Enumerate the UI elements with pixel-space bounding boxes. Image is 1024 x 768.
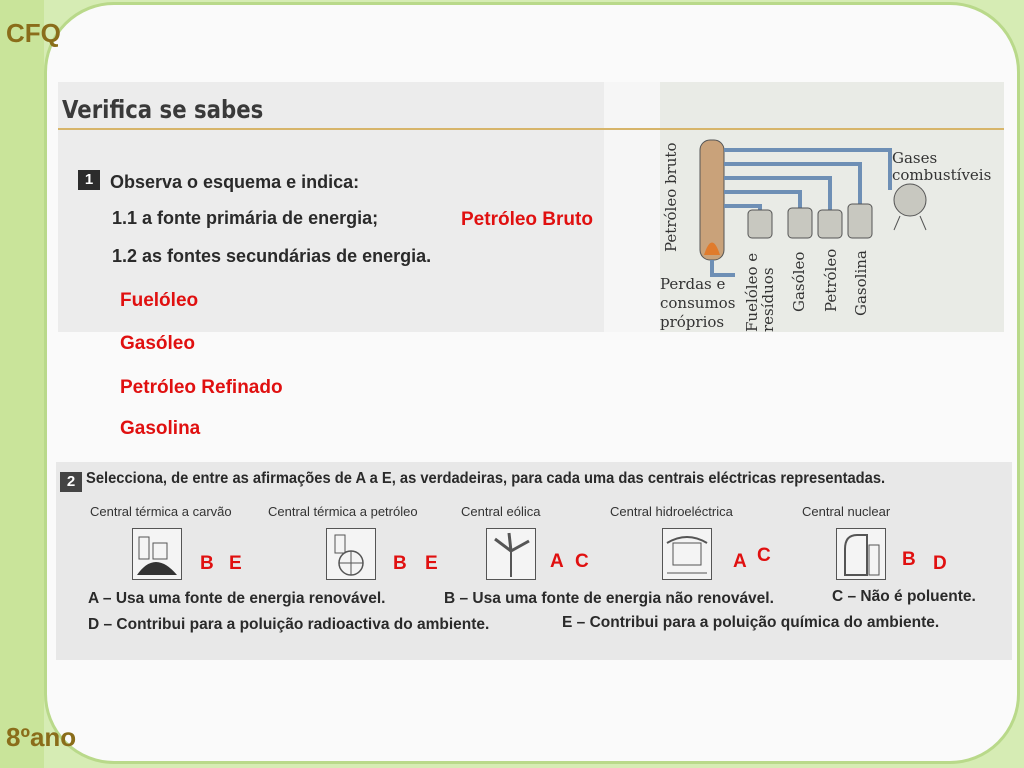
answer-hydro-1: A <box>733 551 747 572</box>
answer-coal-1: B <box>200 553 214 574</box>
left-sidebar-strip <box>0 0 44 768</box>
answer-coal-2: E <box>229 553 242 574</box>
label-losses-3: próprios <box>660 313 725 331</box>
answer-wind-1: A <box>550 551 564 572</box>
option-d: D – Contribui para a poluição radioactiva do ambiente. <box>88 616 490 633</box>
answer-secondary-2: Gasóleo <box>120 333 195 354</box>
central-label-nuclear: Central nuclear <box>802 504 891 519</box>
section-title: Verifica se sabes <box>62 95 264 124</box>
label-losses-1: Perdas e <box>660 275 726 293</box>
label-crude-oil: Petróleo bruto <box>662 142 680 252</box>
nuclear-plant-icon <box>836 528 886 580</box>
distillation-column <box>700 140 724 260</box>
label-petroleum: Petróleo <box>822 248 840 312</box>
label-diesel: Gasóleo <box>790 251 808 312</box>
answer-secondary-4: Gasolina <box>120 418 201 439</box>
q1-item-2: 1.2 as fontes secundárias de energia. <box>112 246 432 266</box>
wind-turbine-icon <box>486 528 536 580</box>
answer-oil-1: B <box>393 553 407 574</box>
q1-number-badge: 1 <box>78 170 100 190</box>
answer-primary-source: Petróleo Bruto <box>461 209 593 230</box>
q2-number-badge: 2 <box>60 472 82 492</box>
label-gasoline: Gasolina <box>852 250 870 316</box>
answer-nuclear-1: B <box>902 549 916 570</box>
q2-prompt: Selecciona, de entre as afirmações de A a E, as verdadeiras, para cada uma das centrais eléctricas representadas. <box>86 470 886 487</box>
answer-hydro-2: C <box>757 545 771 566</box>
answer-oil-2: E <box>425 553 438 574</box>
answer-secondary-1: Fuelóleo <box>120 290 199 311</box>
option-c: C – Não é poluente. <box>832 588 976 605</box>
central-label-coal: Central térmica a carvão <box>90 504 232 519</box>
dam-icon <box>662 528 712 580</box>
label-fuel-oil: Fuelóleo e resíduos <box>743 252 777 332</box>
grade-label: 8ºano <box>6 722 77 752</box>
answer-secondary-3: Petróleo Refinado <box>120 377 283 398</box>
label-fuel-gases: Gases combustíveis <box>892 149 992 184</box>
oil-plant-icon <box>326 528 376 580</box>
central-label-hydro: Central hidroeléctrica <box>610 504 733 519</box>
q1-prompt: Observa o esquema e indica: <box>110 172 360 192</box>
subject-label: CFQ <box>6 18 61 48</box>
answer-wind-2: C <box>575 551 589 572</box>
option-b: B – Usa uma fonte de energia não renovável. <box>444 590 774 607</box>
q1-item-1: 1.1 a fonte primária de energia; <box>112 208 379 228</box>
scan-region-gap <box>604 82 660 332</box>
option-e: E – Contribui para a poluição química do ambiente. <box>562 614 940 631</box>
answer-nuclear-2: D <box>933 553 947 574</box>
coal-plant-icon <box>132 528 182 580</box>
central-label-oil: Central térmica a petróleo <box>268 504 418 519</box>
label-losses-2: consumos <box>660 294 736 312</box>
option-a: A – Usa uma fonte de energia renovável. <box>88 590 386 607</box>
central-label-wind: Central eólica <box>461 504 541 519</box>
